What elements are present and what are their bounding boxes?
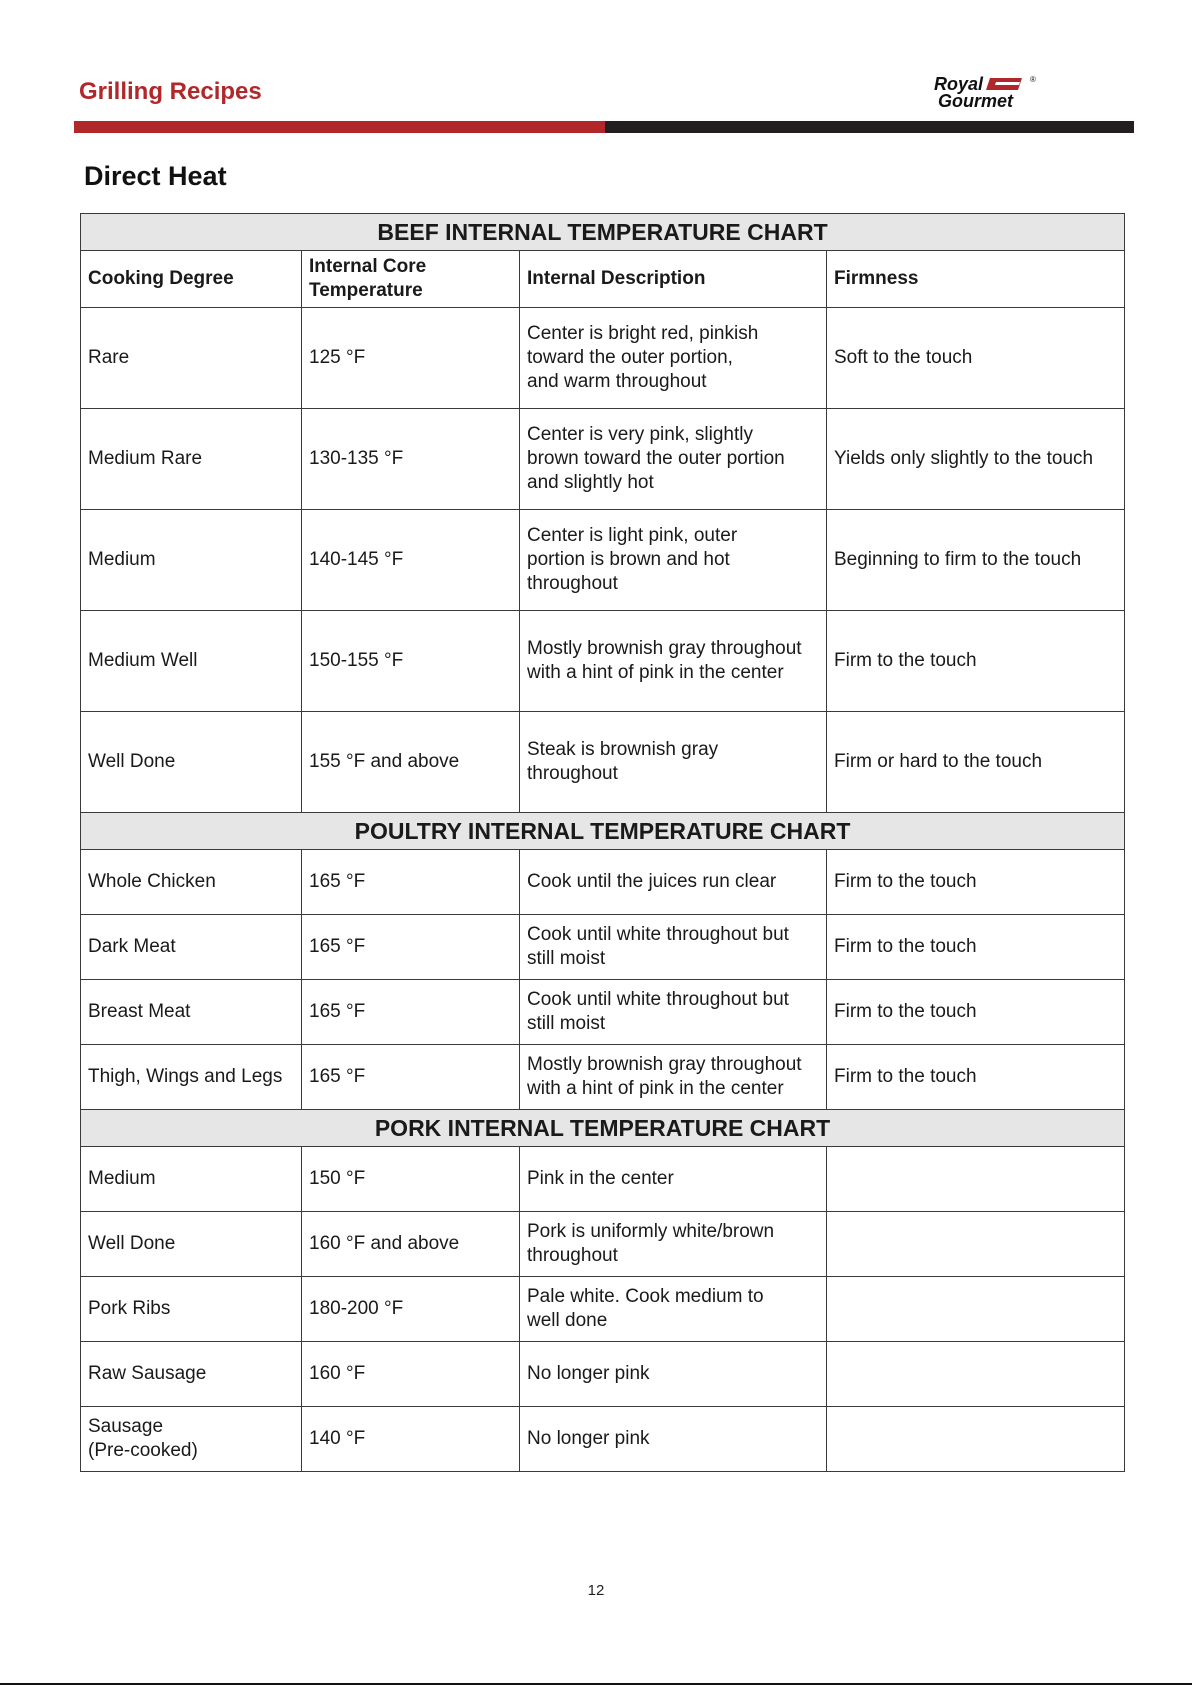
cell-text: Center is bright red, pinkish toward the outer portion, and warm throughout: [527, 323, 759, 392]
cell-text: Yields only slightly to the touch: [834, 448, 1094, 469]
firmness-cell: [827, 1277, 1125, 1342]
column-header-label: Internal Core Temperature: [309, 256, 427, 301]
cooking-degree-cell: [81, 1342, 302, 1407]
description-header: [520, 251, 827, 308]
table-row: [81, 409, 1125, 510]
cell-text: Center is light pink, outer portion is brown and hot throughout: [527, 525, 738, 594]
cell-text: Mostly brownish gray throughout with a hint of pink in the center: [527, 638, 802, 683]
section-title: Direct Heat: [84, 161, 227, 191]
cell-text: Well Done: [88, 751, 176, 772]
cell-text: Raw Sausage: [88, 1363, 207, 1384]
cell-text: Medium: [88, 549, 156, 570]
column-header-label: Internal Description: [527, 268, 706, 289]
column-header-label: Cooking Degree: [88, 268, 234, 289]
temperature-cell: [302, 712, 520, 813]
firmness-cell: [827, 1342, 1125, 1407]
temperature-cell: [302, 980, 520, 1045]
table-row: [81, 1045, 1125, 1110]
table-row: [81, 510, 1125, 611]
cell-text: Breast Meat: [88, 1001, 191, 1022]
cell-text: Firm to the touch: [834, 1001, 977, 1022]
table-row: [81, 1147, 1125, 1212]
description-cell: [520, 1407, 827, 1472]
cell-text: 150 °F: [309, 1168, 366, 1189]
table-row: [81, 308, 1125, 409]
cell-text: Rare: [88, 347, 130, 368]
temperature-table: [80, 213, 1125, 1472]
firmness-cell: [827, 850, 1125, 915]
firmness-cell: [827, 1212, 1125, 1277]
table-row: [81, 1407, 1125, 1472]
firmness-cell: [827, 1407, 1125, 1472]
description-cell: [520, 1147, 827, 1212]
cooking-degree-cell: [81, 611, 302, 712]
cell-text: 160 °F and above: [309, 1233, 460, 1254]
firmness-cell: [827, 611, 1125, 712]
cell-text: 165 °F: [309, 1001, 366, 1022]
cell-text: 165 °F: [309, 936, 366, 957]
cooking-degree-cell: [81, 915, 302, 980]
cooking-degree-cell: [81, 510, 302, 611]
cell-text: Cook until white throughout but still moist: [527, 924, 789, 969]
cell-text: Firm to the touch: [834, 871, 977, 892]
header-accent-bar-dark: [605, 121, 1134, 133]
firmness-cell: [827, 409, 1125, 510]
firmness-header: [827, 251, 1125, 308]
table-row: [81, 1277, 1125, 1342]
cooking-degree-cell: [81, 409, 302, 510]
cell-text: Firm or hard to the touch: [834, 751, 1043, 772]
cell-text: Pork is uniformly white/brown throughout: [527, 1221, 775, 1266]
beef-chart-banner: [81, 214, 1125, 251]
temperature-cell: [302, 1045, 520, 1110]
firmness-cell: [827, 915, 1125, 980]
table-row: [81, 712, 1125, 813]
temperature-cell: [302, 611, 520, 712]
header-title: Grilling Recipes: [79, 78, 262, 105]
description-cell: [520, 1045, 827, 1110]
cell-text: Firm to the touch: [834, 936, 977, 957]
column-header-row: [81, 251, 1125, 308]
cell-text: Thigh, Wings and Legs: [88, 1066, 283, 1087]
table-row: [81, 915, 1125, 980]
cell-text: Well Done: [88, 1233, 176, 1254]
svg-text:®: ®: [1030, 75, 1036, 84]
temperature-cell: [302, 1342, 520, 1407]
description-cell: [520, 308, 827, 409]
cell-text: Whole Chicken: [88, 871, 216, 892]
cooking-degree-cell: [81, 850, 302, 915]
cell-text: 140 °F: [309, 1428, 366, 1449]
cell-text: Firm to the touch: [834, 1066, 977, 1087]
cell-text: No longer pink: [527, 1363, 650, 1384]
cell-text: 140-145 °F: [309, 549, 404, 570]
cell-text: Dark Meat: [88, 936, 176, 957]
temperature-cell: [302, 1212, 520, 1277]
description-cell: [520, 1342, 827, 1407]
column-header-label: Firmness: [834, 268, 919, 289]
cell-text: No longer pink: [527, 1428, 650, 1449]
description-cell: [520, 611, 827, 712]
cell-text: 165 °F: [309, 1066, 366, 1087]
cell-text: Soft to the touch: [834, 347, 973, 368]
table-row: [81, 980, 1125, 1045]
poultry-chart-banner: [81, 813, 1125, 850]
description-cell: [520, 850, 827, 915]
cell-text: 155 °F and above: [309, 751, 460, 772]
description-cell: [520, 1277, 827, 1342]
table-row: [81, 611, 1125, 712]
firmness-cell: [827, 308, 1125, 409]
svg-text:Gourmet: Gourmet: [938, 91, 1014, 110]
description-cell: [520, 980, 827, 1045]
cooking-degree-cell: [81, 1407, 302, 1472]
cell-text: 160 °F: [309, 1363, 366, 1384]
cell-text: Cook until the juices run clear: [527, 871, 777, 892]
table-row: [81, 1342, 1125, 1407]
cooking-degree-cell: [81, 308, 302, 409]
table-row: [81, 1212, 1125, 1277]
core-temperature-header: [302, 251, 520, 308]
cell-text: 130-135 °F: [309, 448, 404, 469]
cell-text: Medium: [88, 1168, 156, 1189]
cell-text: Sausage (Pre-cooked): [88, 1416, 198, 1461]
temperature-cell: [302, 1277, 520, 1342]
cell-text: Pale white. Cook medium to well done: [527, 1286, 764, 1331]
temperature-cell: [302, 308, 520, 409]
cell-text: Center is very pink, slightly brown toward the outer portion and slightly hot: [527, 424, 785, 493]
description-cell: [520, 510, 827, 611]
cell-text: Medium Well: [88, 650, 198, 671]
firmness-cell: [827, 980, 1125, 1045]
description-cell: [520, 915, 827, 980]
temperature-cell: [302, 915, 520, 980]
firmness-cell: [827, 1147, 1125, 1212]
cell-text: 150-155 °F: [309, 650, 404, 671]
cell-text: Medium Rare: [88, 448, 203, 469]
cell-text: 165 °F: [309, 871, 366, 892]
cooking-degree-cell: [81, 1212, 302, 1277]
firmness-cell: [827, 712, 1125, 813]
cooking-degree-cell: [81, 1147, 302, 1212]
cell-text: Cook until white throughout but still moist: [527, 989, 789, 1034]
description-cell: [520, 409, 827, 510]
cooking-degree-cell: [81, 1277, 302, 1342]
cooking-degree-header: [81, 251, 302, 308]
cell-text: Firm to the touch: [834, 650, 977, 671]
temperature-cell: [302, 1147, 520, 1212]
chart-title: POULTRY INTERNAL TEMPERATURE CHART: [81, 813, 1125, 850]
description-cell: [520, 712, 827, 813]
cell-text: Beginning to firm to the touch: [834, 549, 1082, 570]
temperature-cell: [302, 510, 520, 611]
chart-title: BEEF INTERNAL TEMPERATURE CHART: [81, 214, 1125, 251]
cooking-degree-cell: [81, 980, 302, 1045]
svg-text:Royal: Royal: [934, 74, 984, 94]
table-row: [81, 850, 1125, 915]
cell-text: 125 °F: [309, 347, 366, 368]
page-number: 12: [587, 1582, 605, 1599]
temperature-cell: [302, 409, 520, 510]
cell-text: Steak is brownish gray throughout: [527, 739, 719, 784]
cooking-degree-cell: [81, 1045, 302, 1110]
firmness-cell: [827, 1045, 1125, 1110]
royal-gourmet-logo: [930, 74, 1130, 110]
pork-chart-banner: [81, 1110, 1125, 1147]
cell-text: Pink in the center: [527, 1168, 674, 1189]
cell-text: Pork Ribs: [88, 1298, 171, 1319]
firmness-cell: [827, 510, 1125, 611]
cooking-degree-cell: [81, 712, 302, 813]
description-cell: [520, 1212, 827, 1277]
chart-title: PORK INTERNAL TEMPERATURE CHART: [81, 1110, 1125, 1147]
header-accent-bar-red: [74, 121, 605, 133]
cell-text: 180-200 °F: [309, 1298, 404, 1319]
cell-text: Mostly brownish gray throughout with a hint of pink in the center: [527, 1054, 802, 1099]
temperature-cell: [302, 850, 520, 915]
temperature-cell: [302, 1407, 520, 1472]
